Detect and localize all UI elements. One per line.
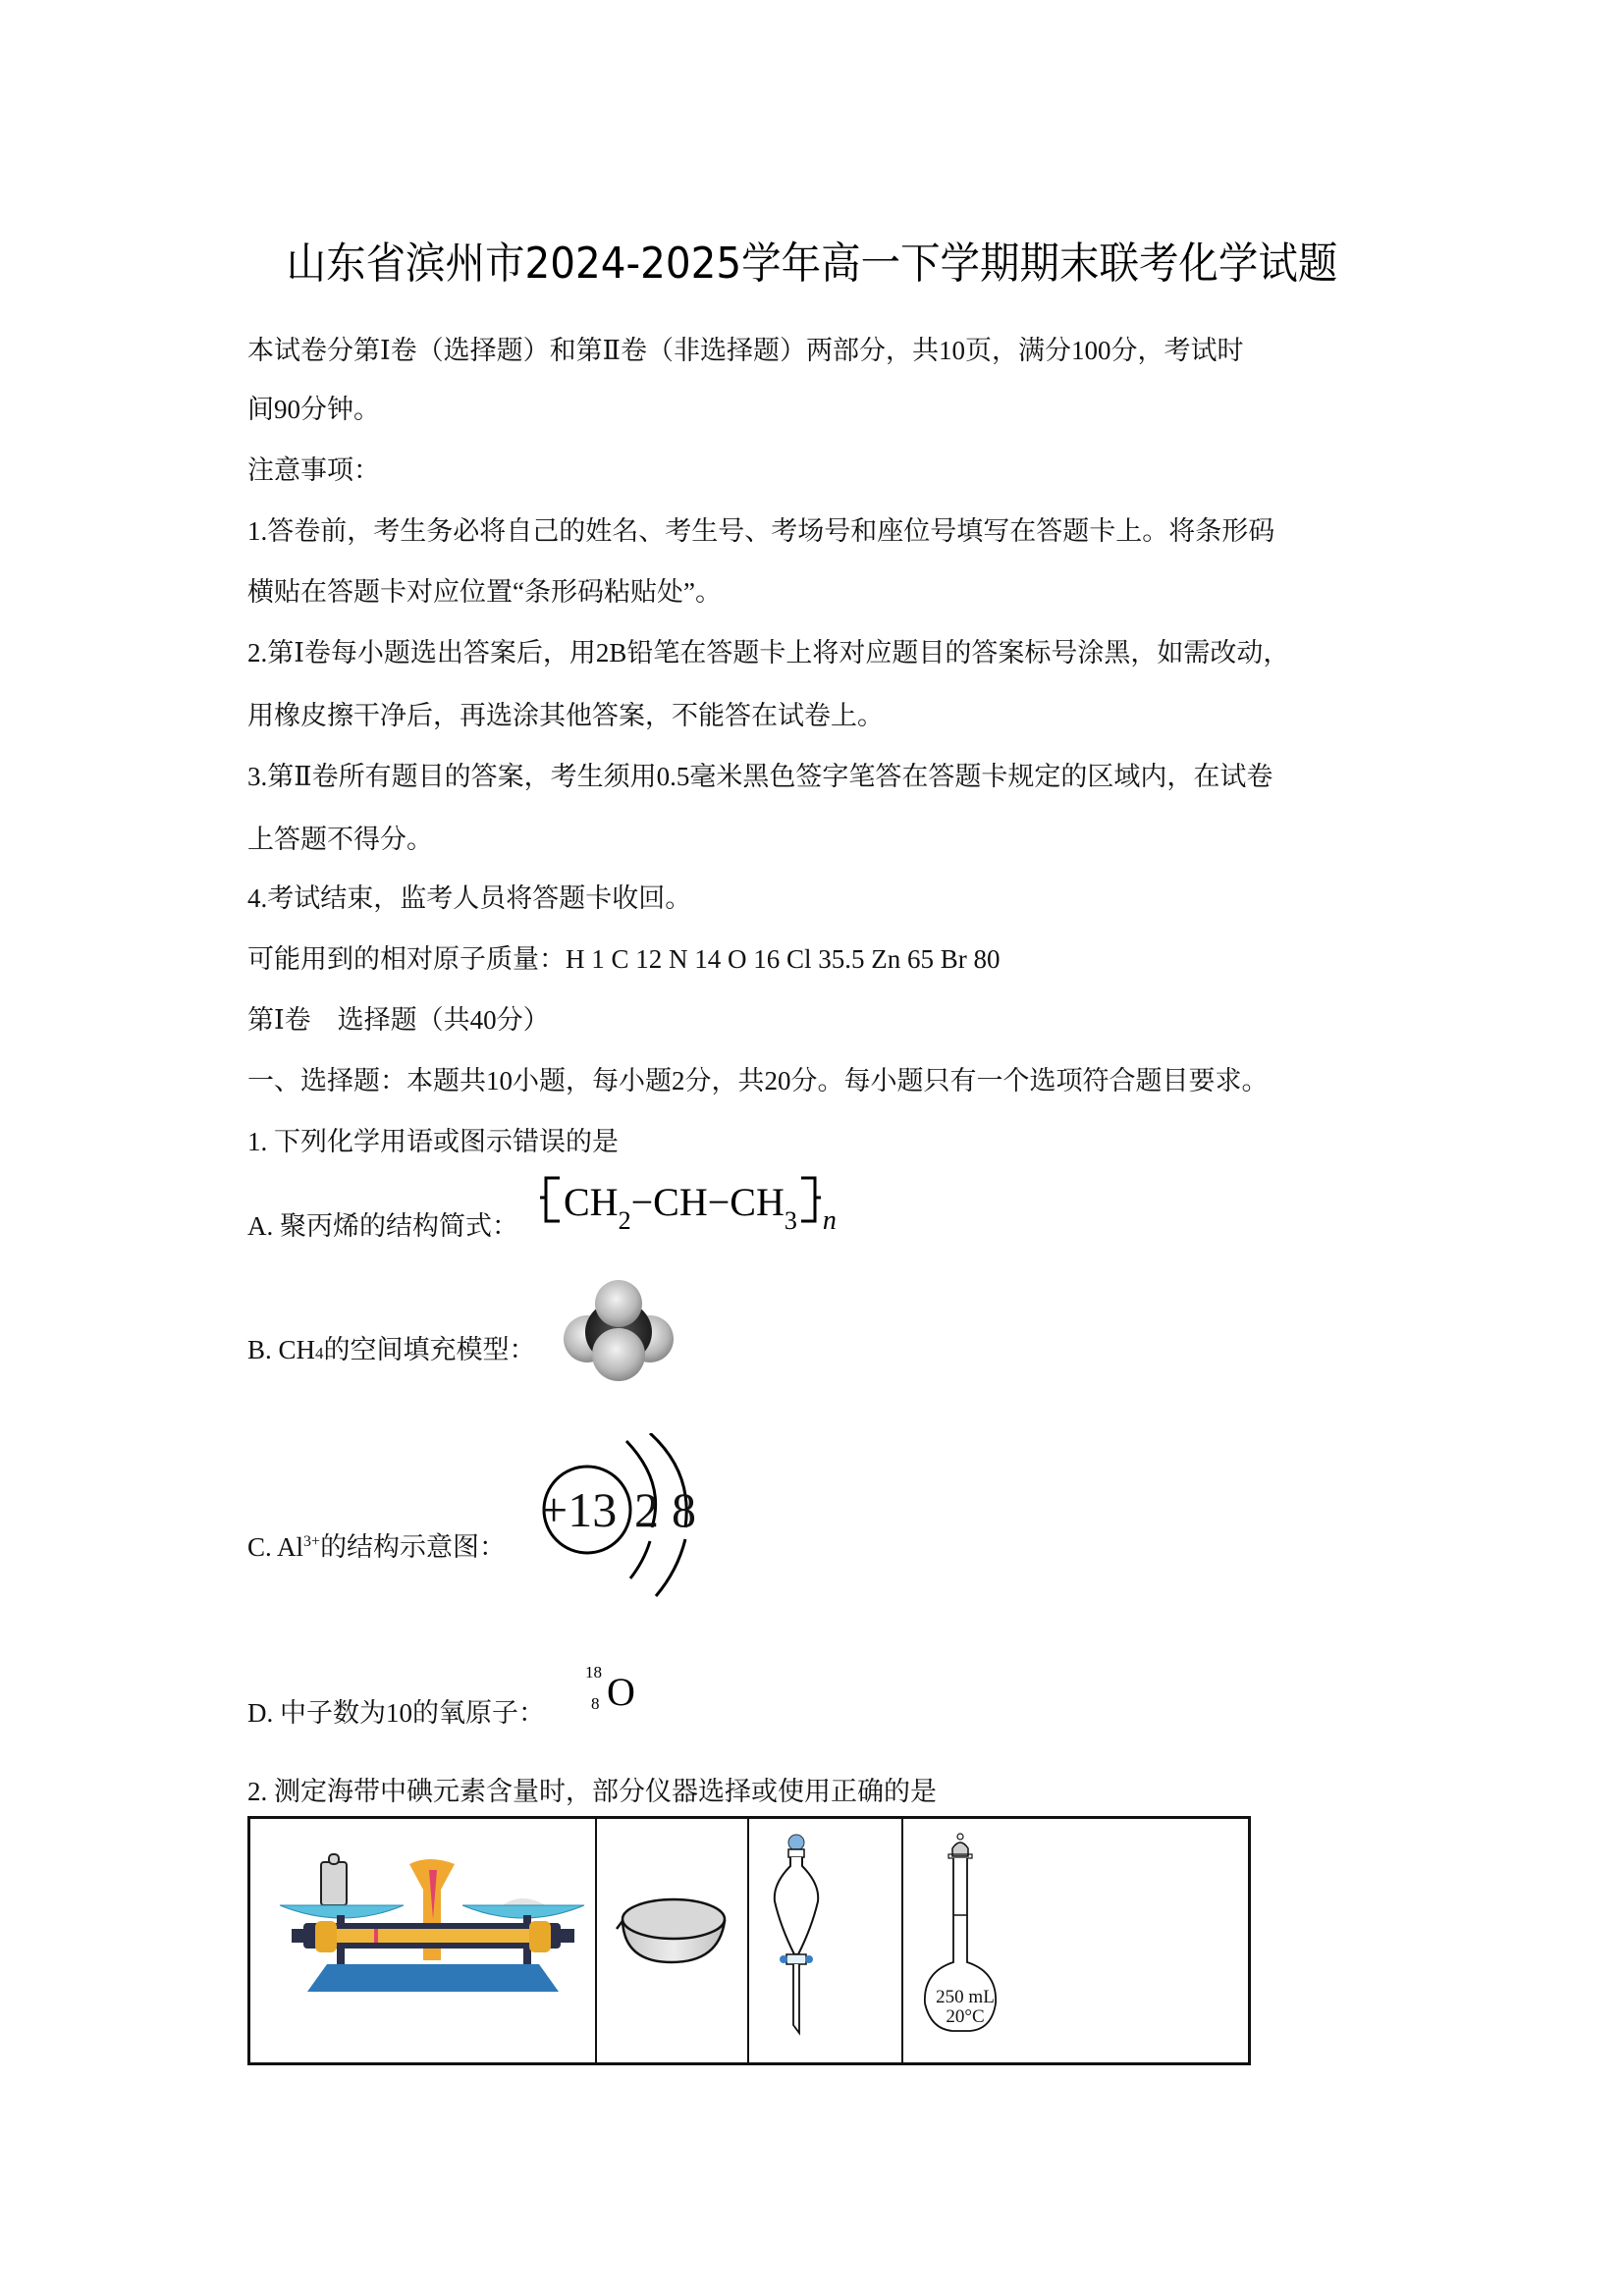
oxygen-18-isotope: 18 8 O (585, 1663, 635, 1714)
question-2-stem: 2. 测定海带中碘元素含量时，部分仪器选择或使用正确的是 (247, 1777, 937, 1806)
notice-1-line-1: 1.答卷前，考生务必将自己的姓名、考生号、考场号和座位号填写在答题卡上。将条形码 (247, 516, 1275, 546)
atomic-masses: 可能用到的相对原子质量：H 1 C 12 N 14 O 16 Cl 35.5 Zn 65 Br 80 (247, 944, 1001, 974)
left-bracket-icon (538, 1174, 564, 1225)
option-d-label: D. 中子数为10的氧原子： (247, 1698, 545, 1728)
flask-label: 250 mL 20°C (936, 1987, 995, 2027)
polypropylene-formula: $CH_2-CH-CH_3$ $_n$ (538, 1174, 837, 1225)
apparatus-cell-separatory-funnel (749, 1819, 903, 2062)
part-one-instructions: 一、选择题：本题共10小题，每小题2分，共20分。每小题只有一个选项符合题目要求。 (247, 1066, 1269, 1095)
tray-balance-icon (264, 1850, 598, 2007)
option-b-label: B. CH4的空间填充模型： (247, 1335, 536, 1364)
apparatus-cell-evaporating-dish (597, 1819, 749, 2062)
notice-3-line-2: 上答题不得分。 (247, 825, 433, 854)
notice-2-line-1: 2.第Ⅰ卷每小题选出答案后，用2B铅笔在答题卡上将对应题目的答案标号涂黑，如需改动， (247, 638, 1290, 667)
question-1-stem: 1. 下列化学用语或图示错误的是 (247, 1127, 619, 1156)
option-c-label: C. $Al^{3+}$的结构示意图： (247, 1532, 507, 1562)
notice-heading: 注意事项： (247, 455, 380, 485)
intro-line-1: 本试卷分第Ⅰ卷（选择题）和第Ⅱ卷（非选择题）两部分，共10页，满分100分，考试时 (247, 336, 1244, 365)
notice-4: 4.考试结束，监考人员将答题卡收回。 (247, 883, 692, 913)
page-title: 山东省滨州市2024-2025学年高一下学期期末联考化学试题 (286, 239, 1338, 289)
apparatus-table (247, 1816, 1251, 2065)
notice-1-line-2: 横贴在答题卡对应位置“条形码粘贴处”。 (247, 577, 722, 607)
shell-1-electrons: 2 (634, 1482, 659, 1537)
notice-2-line-2: 用橡皮擦干净后，再选涂其他答案，不能答在试卷上。 (247, 701, 884, 730)
section-title: 第Ⅰ卷 选择题（共40分） (247, 1005, 550, 1035)
evaporating-dish-icon (615, 1892, 742, 1980)
option-a-label: A. 聚丙烯的结构简式： (247, 1211, 518, 1241)
apparatus-cell-balance (250, 1819, 597, 2062)
right-bracket-icon (797, 1174, 823, 1225)
methane-space-filling-model-icon (560, 1278, 677, 1386)
shell-2-electrons: 8 (672, 1482, 696, 1537)
al3-ion-structure-diagram (528, 1433, 725, 1600)
apparatus-cell-volumetric-flask (903, 1819, 1248, 2062)
intro-line-2: 间90分钟。 (247, 395, 380, 424)
notice-3-line-1: 3.第Ⅱ卷所有题目的答案，考生须用0.5毫米黑色签字笔答在答题卡规定的区域内，在试卷 (247, 762, 1273, 791)
nucleus-charge: +13 (540, 1482, 618, 1537)
separatory-funnel-icon (767, 1833, 826, 2049)
